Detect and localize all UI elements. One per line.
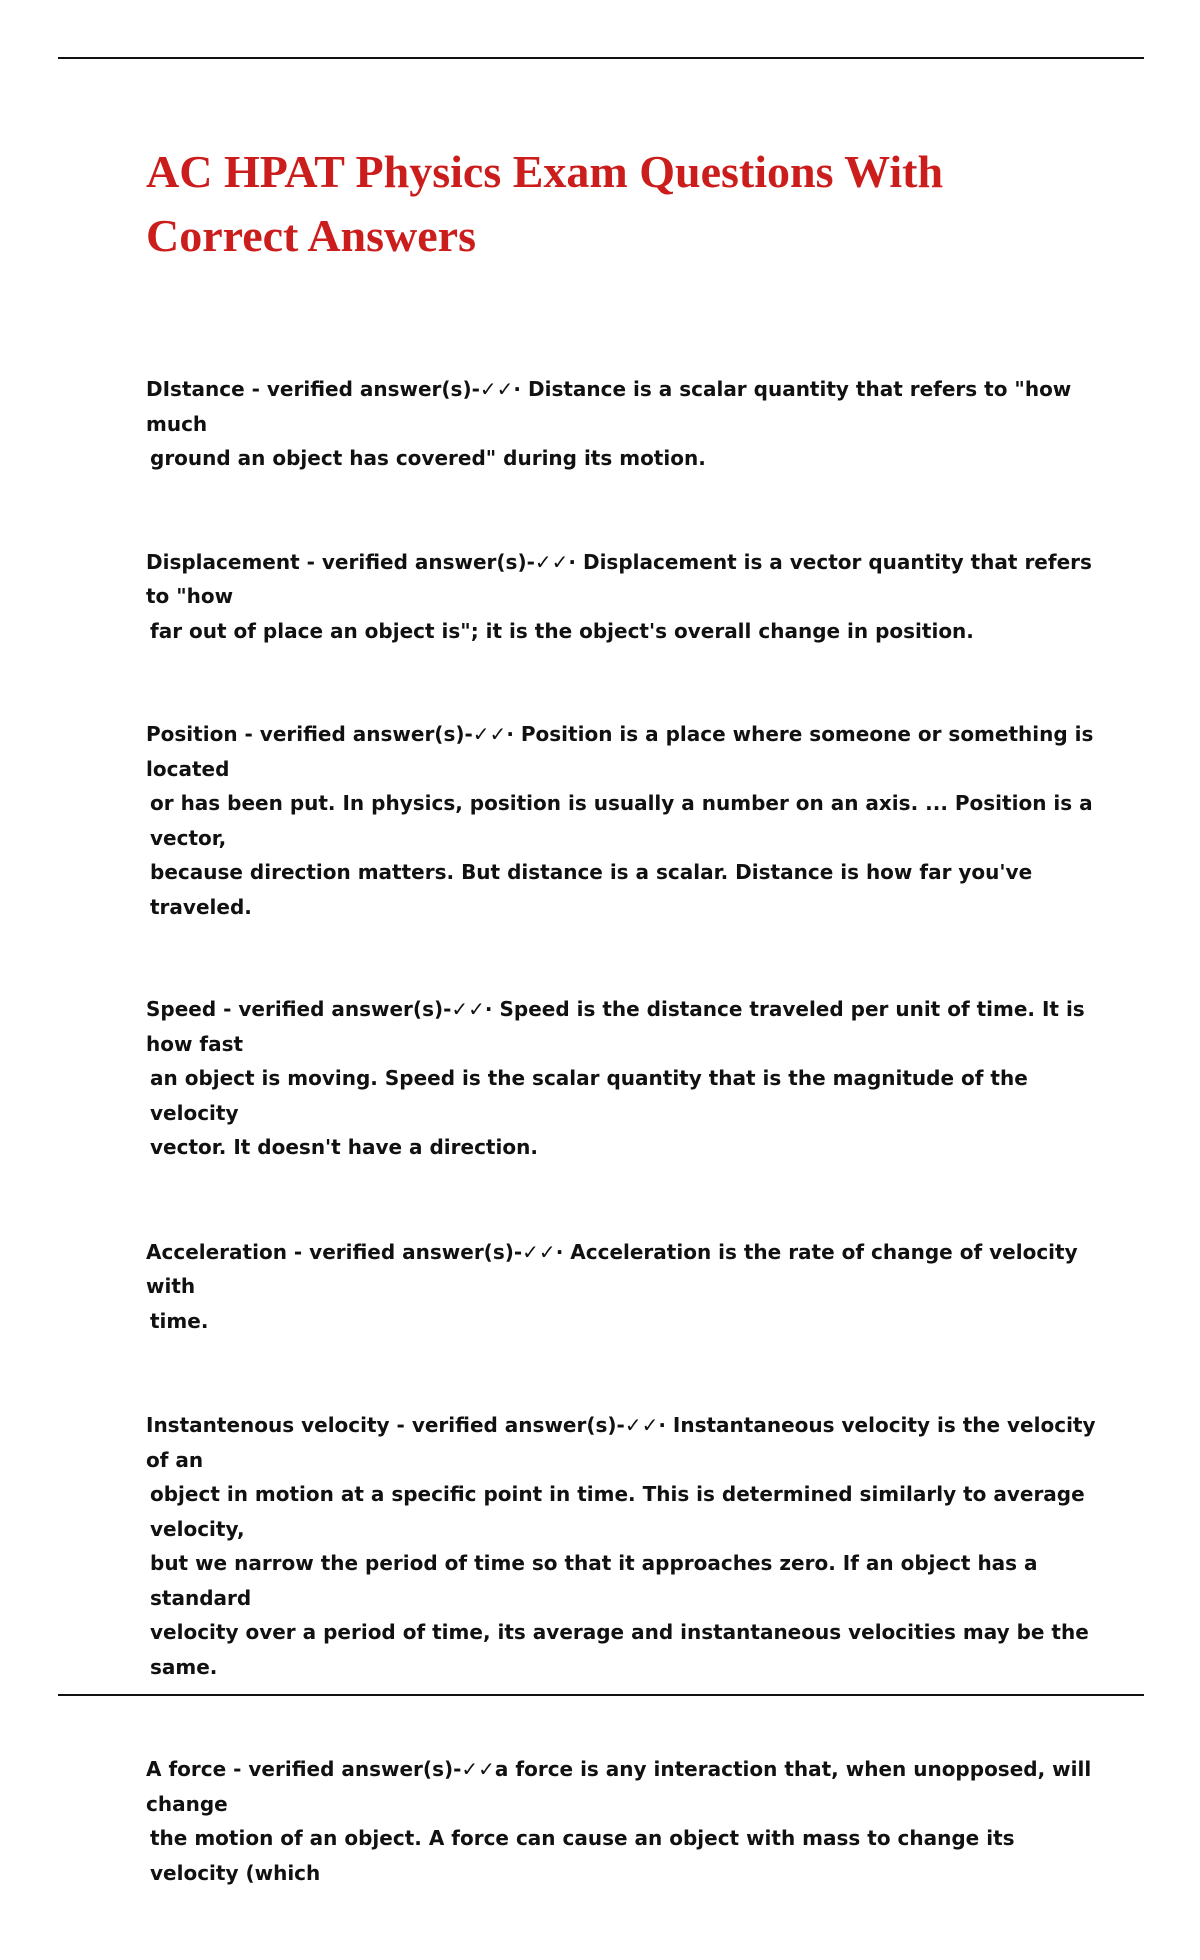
document-title: AC HPAT Physics Exam Questions With Correct Answers <box>146 146 944 261</box>
qa-entry-force <box>146 1752 1096 1890</box>
qa-line: ground an object has covered" during its motion. <box>150 446 706 470</box>
qa-line: time. <box>150 1308 209 1333</box>
qa-entry-displacement <box>146 545 1096 649</box>
qa-entry-acceleration <box>146 1235 1096 1339</box>
qa-line: an object is moving. Speed is the scalar quantity that is the magnitude of the velocity <box>150 1066 1028 1125</box>
qa-line: vector. It doesn't have a direction. <box>150 1135 538 1159</box>
qa-entry-instantaneous-velocity <box>146 1408 1096 1684</box>
qa-line: Instantenous velocity - verified answer(s)-✓✓· Instantaneous velocity is the velocity of an <box>146 1413 1096 1472</box>
qa-line: A force - verified answer(s)-✓✓a force is any interaction that, when unopposed, will change <box>146 1757 1092 1816</box>
qa-line: Speed - verified answer(s)-✓✓· Speed is the distance traveled per unit of time. It is how fast <box>146 997 1085 1056</box>
header-rule <box>58 57 1144 59</box>
footer-rule <box>58 1694 1144 1696</box>
qa-line: the motion of an object. A force can cause an object with mass to change its velocity (which <box>150 1826 1015 1885</box>
qa-entry-speed <box>146 992 1096 1165</box>
qa-line: velocity over a period of time, its average and instantaneous velocities may be the same. <box>150 1620 1089 1679</box>
qa-line: or has been put. In physics, position is usually a number on an axis. ... Position is a vector, <box>150 791 1093 850</box>
qa-line: DIstance - verified answer(s)-✓✓· Distance is a scalar quantity that refers to "how much <box>146 377 1072 436</box>
qa-line: far out of place an object is"; it is the object's overall change in position. <box>150 618 974 643</box>
qa-line: Position - verified answer(s)-✓✓· Position is a place where someone or something is located <box>146 722 1094 781</box>
qa-line: Displacement - verified answer(s)-✓✓· Displacement is a vector quantity that refers to "how <box>146 549 1092 608</box>
qa-list <box>146 372 1096 1960</box>
qa-entry-position <box>146 717 1096 924</box>
qa-line: object in motion at a specific point in time. This is determined similarly to average velocity, <box>150 1482 1085 1541</box>
qa-entry-distance <box>146 372 1096 476</box>
qa-line: Acceleration - verified answer(s)-✓✓· Acceleration is the rate of change of velocity with <box>146 1239 1078 1298</box>
qa-line: but we narrow the period of time so that it approaches zero. If an object has a standard <box>150 1551 1038 1610</box>
qa-line: because direction matters. But distance is a scalar. Distance is how far you've traveled. <box>150 860 1033 919</box>
